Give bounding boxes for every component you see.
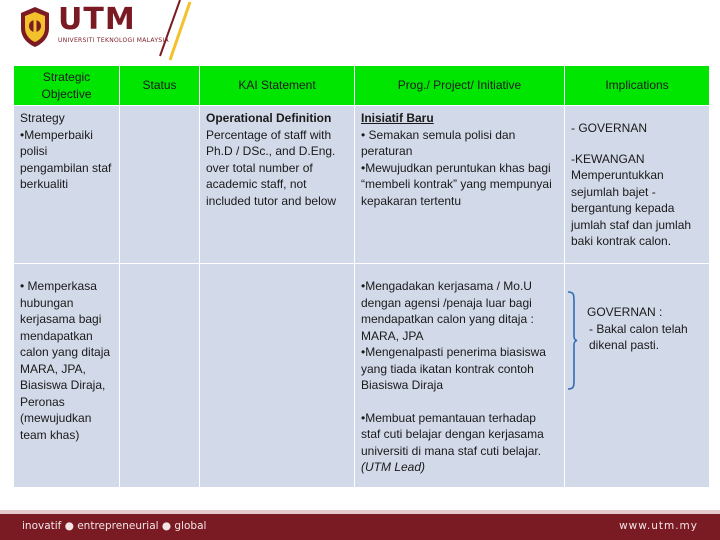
cell-implications: [565, 264, 710, 488]
footer-url: www.utm.my: [619, 520, 698, 532]
initiative-item-em: (UTM Lead): [361, 460, 426, 474]
header: [0, 0, 720, 62]
col-header-strategic-objective: Strategic Objective: [14, 66, 120, 106]
cell-status: [120, 264, 200, 488]
footer-tagline: inovatif ● entrepreneurial ● global: [22, 520, 207, 532]
table-header-row: [14, 66, 710, 106]
col-header-initiative: Prog./ Project/ Initiative: [355, 66, 565, 106]
table-row: [14, 264, 710, 488]
initiative-item: [361, 410, 558, 476]
impl-kewangan-text: Memperuntukkan sejumlah bajet - bergantung kepada jumlah staf dan jumlah baki kontrak calon.: [571, 168, 692, 248]
impl-governan: - GOVERNAN: [571, 121, 648, 135]
brand-subtitle: UNIVERSITI TEKNOLOGI MALAYSIA: [58, 37, 169, 44]
cell-kai: [200, 264, 355, 488]
initiative-title: Inisiatif Baru: [361, 111, 434, 125]
header-swoosh: [150, 0, 720, 62]
table-row: [14, 106, 710, 264]
utm-crest-icon: [18, 6, 52, 48]
initiative-item-main: •Membuat pemantauan terhadap staf cuti belajar dengan kerjasama universiti di mana staf cuti belajar.: [361, 410, 544, 458]
objective-text: •Memperbaiki polisi pengambilan staf berkualiti: [20, 127, 112, 191]
col-header-status: Status: [120, 66, 200, 106]
objective-title: Strategy: [20, 111, 65, 125]
cell-implications: [565, 106, 710, 264]
initiative-item: •Mengadakan kerjasama / Mo.U dengan agensi /penaja luar bagi mendapatkan calon yang ditaja : MARA, JPA: [361, 279, 534, 343]
col-header-implications: Implications: [565, 66, 710, 106]
impl-governan-text: - Bakal calon telah dikenal pasti.: [589, 321, 688, 352]
impl-kewangan-title: -KEWANGAN: [571, 151, 645, 166]
kai-title: Operational Definition: [206, 111, 332, 125]
initiative-item: • Semakan semula polisi dan peraturan: [361, 127, 516, 158]
initiative-item: •Mengenalpasti penerima biasiswa yang tiada ikatan kontrak contoh Biasiswa Diraja: [361, 345, 546, 392]
cell-objective: [14, 264, 120, 488]
cell-kai: [200, 106, 355, 264]
bracket-icon: [566, 291, 578, 390]
kai-text: Percentage of staff with Ph.D / DSc., and D.Eng. over total number of academic staff, not included tutor and below: [206, 127, 337, 208]
cell-initiative: [355, 106, 565, 264]
impl-governan-title: GOVERNAN :: [587, 305, 663, 319]
initiative-item: •Mewujudkan peruntukan khas bagi “membeli kontrak” yang mempunyai kepakaran tertentu: [361, 160, 552, 208]
cell-initiative: [355, 264, 565, 488]
brand-name: UTM: [58, 2, 136, 37]
strategy-table: [13, 65, 710, 488]
footer: [0, 514, 720, 540]
objective-text: • Memperkasa hubungan kerjasama bagi mendapatkan calon yang ditaja MARA, JPA, Biasiswa Diraja, Peronas (mewujudkan team khas): [20, 279, 111, 442]
cell-status: [120, 106, 200, 264]
cell-objective: [14, 106, 120, 264]
col-header-kai-statement: KAI Statement: [200, 66, 355, 106]
